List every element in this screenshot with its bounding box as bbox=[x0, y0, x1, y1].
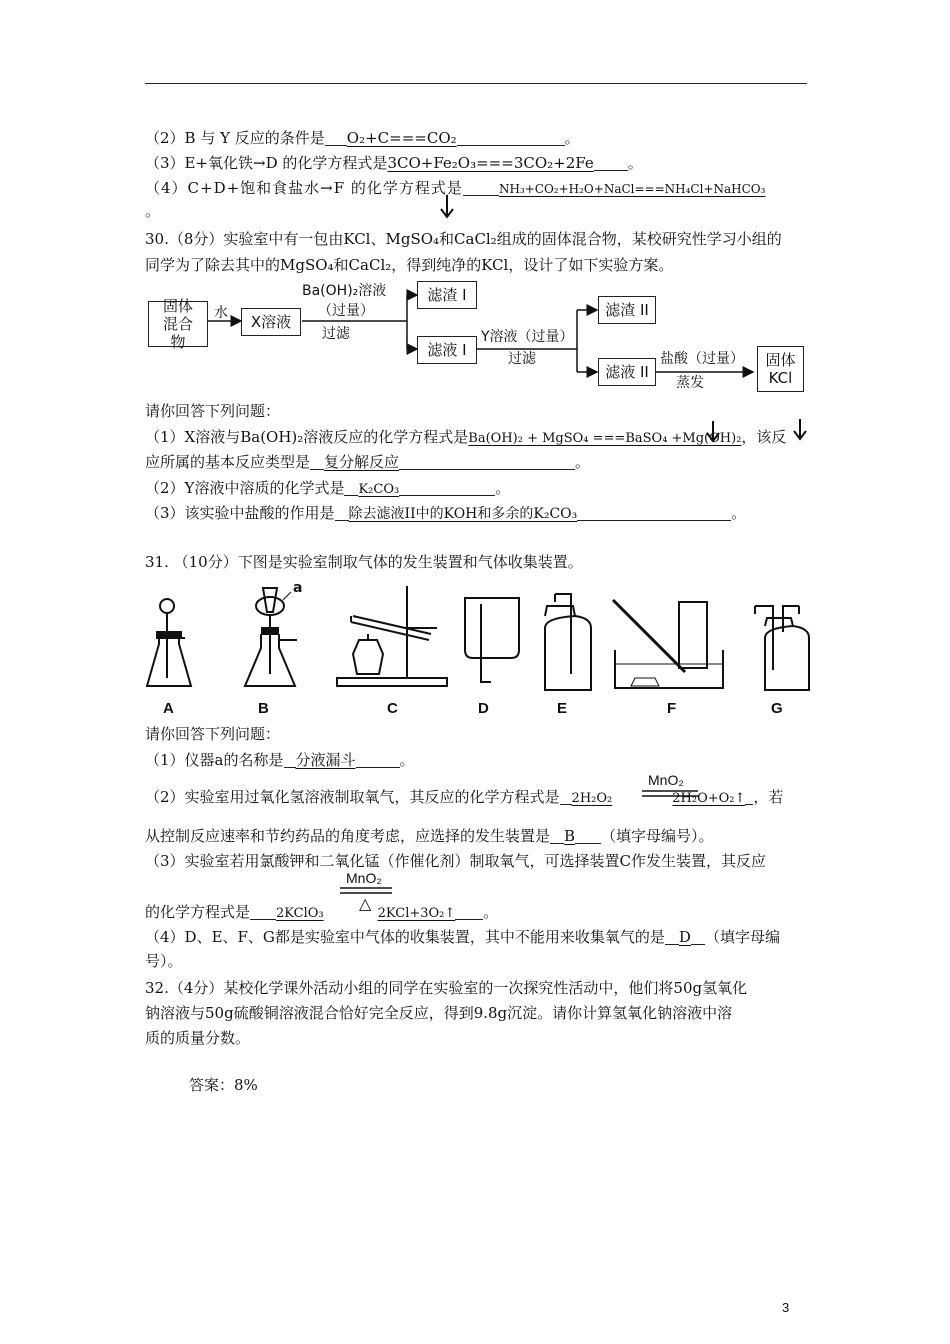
heat-symbol: △ bbox=[359, 896, 372, 913]
flow-connectors bbox=[145, 280, 810, 395]
q29-3-prompt: （3）E+氧化铁→D 的化学方程式是 bbox=[145, 154, 388, 172]
box-solid-kcl: 固体 KCl bbox=[757, 346, 804, 392]
q31-part4b: 号）。 bbox=[145, 952, 183, 970]
q30-1-answer: Ba(OH)₂ + MgSO₄ ===BaSO₄ +Mg(OH)₂ bbox=[468, 431, 742, 446]
catalyst-label: MnO₂ bbox=[648, 772, 684, 788]
q30-part1: （1）X溶液与Ba(OH)₂溶液反应的化学方程式是Ba(OH)₂ + MgSO₄ ===BaSO₄ +Mg(OH)₂，该反 bbox=[145, 428, 787, 446]
apparatus-a-icon bbox=[147, 599, 191, 686]
q29-2-answer: O₂+C===CO₂ bbox=[346, 129, 457, 147]
q29-part2: （2）B 与 Y 反应的条件是 O₂+C===CO₂ 。 bbox=[145, 129, 580, 147]
label-baoh2: Ba(OH)₂溶液 bbox=[302, 283, 387, 299]
label-apparatus-b: B bbox=[258, 700, 269, 717]
q30-intro-2: 同学为了除去其中的MgSO₄和CaCl₂，得到纯净的KCl，设计了如下实验方案。 bbox=[145, 256, 674, 274]
q30-part1b: 应所属的基本反应类型是 复分解反应 。 bbox=[145, 453, 591, 471]
apparatus-e-icon bbox=[545, 594, 591, 690]
q31-ask: 请你回答下列问题： bbox=[145, 725, 281, 743]
header-rule bbox=[145, 83, 807, 84]
apparatus-figure bbox=[145, 578, 810, 698]
down-arrow-mark bbox=[440, 194, 454, 220]
label-apparatus-e: E bbox=[557, 700, 568, 717]
q30-intro-1: 30.（8分）实验室中有一包由KCl、MgSO₄和CaCl₂组成的固体混合物，某校研究性学习小组的 bbox=[145, 230, 782, 248]
q31-2-reactant: 2H₂O₂ bbox=[571, 791, 613, 806]
q31-3-product: 2KCl+3O₂↑ bbox=[377, 906, 456, 921]
box-filtrate-1: 滤液 I bbox=[417, 336, 477, 364]
q31-part4: （4）D、E、F、G都是实验室中气体的收集装置，其中不能用来收集氧气的是 D （填字母编 bbox=[145, 928, 780, 946]
label-y-solution: Y溶液（过量） bbox=[481, 329, 574, 345]
q30-1b-answer: 复分解反应 bbox=[324, 453, 400, 471]
box-filtrate-2: 滤液 II bbox=[598, 358, 656, 386]
q31-part2b: 从控制反应速率和节约药品的角度考虑，应选择的发生装置是 B （填字母编号）。 bbox=[145, 827, 714, 845]
q30-part2: （2）Y溶液中溶质的化学式是 K₂CO₃ 。 bbox=[145, 479, 511, 497]
label-excess-1: （过量） bbox=[318, 303, 374, 319]
q30-ask: 请你回答下列问题： bbox=[145, 402, 281, 420]
q31-part2: （2）实验室用过氧化氢溶液制取氧气，其反应的化学方程式是 2H₂O₂ 2H₂O+O₂↑ ，若 bbox=[145, 788, 784, 806]
label-water: 水 bbox=[214, 305, 228, 321]
box-solid-mixture: 固体混合物 bbox=[148, 301, 208, 347]
label-apparatus-c: C bbox=[387, 700, 398, 717]
box-residue-2: 滤渣 II bbox=[598, 296, 656, 324]
label-instrument-a: a bbox=[293, 580, 303, 596]
q32-line-2: 钠溶液与50g硫酸铜溶液混合恰好完全反应，得到9.8g沉淀。请你计算氢氧化钠溶液中溶 bbox=[145, 1004, 733, 1022]
q31-part1: （1）仪器a的名称是 分液漏斗 。 bbox=[145, 751, 415, 769]
q31-1-answer: 分液漏斗 bbox=[295, 751, 356, 769]
q31-part3b: 的化学方程式是 2KClO₃ 2KCl+3O₂↑ 。 bbox=[145, 903, 499, 921]
box-residue-1: 滤渣 I bbox=[417, 281, 477, 309]
q30-part3: （3）该实验中盐酸的作用是 除去滤液II中的KOH和多余的K₂CO₃ 。 bbox=[145, 504, 747, 522]
q29-2-prompt: （2）B 与 Y 反应的条件是 bbox=[145, 129, 325, 147]
q29-part4 bbox=[145, 177, 765, 199]
label-filter-1: 过滤 bbox=[322, 326, 350, 342]
page-number: 3 bbox=[782, 1300, 790, 1315]
label-evaporate: 蒸发 bbox=[676, 375, 704, 391]
q29-part4-end: 。 bbox=[145, 202, 161, 220]
q31-intro: 31. （10分）下图是实验室制取气体的发生装置和气体收集装置。 bbox=[145, 553, 583, 571]
apparatus-b-icon bbox=[245, 588, 297, 686]
q32-line-3: 质的质量分数。 bbox=[145, 1029, 251, 1047]
apparatus-c-icon bbox=[337, 586, 447, 686]
label-apparatus-f: F bbox=[667, 700, 677, 717]
q32-line-1: 32.（4分）某校化学课外活动小组的同学在实验室的一次探究性活动中，他们将50g氢氧化 bbox=[145, 979, 748, 997]
q29-4-prompt: （4）C+D+饱和食盐水→F 的化学方程式是 bbox=[145, 179, 463, 197]
down-arrow-mark bbox=[793, 418, 807, 442]
q31-4-answer: D bbox=[678, 928, 691, 946]
q31-2-product: 2H₂O+O₂↑ bbox=[672, 791, 746, 806]
q30-2-answer: K₂CO₃ bbox=[358, 482, 400, 497]
label-filter-2: 过滤 bbox=[508, 351, 536, 367]
catalyst-label: MnO₂ bbox=[346, 870, 382, 886]
q31-2b-answer: B bbox=[564, 827, 576, 845]
down-arrow-mark bbox=[706, 420, 720, 444]
q31-3-reactant: 2KClO₃ bbox=[276, 906, 324, 921]
q31-part3: （3）实验室若用氯酸钾和二氧化锰（作催化剂）制取氧气，可选择装置C作发生装置，其反应 bbox=[145, 852, 767, 870]
label-apparatus-g: G bbox=[771, 700, 783, 717]
q29-3-answer: 3CO+Fe₂O₃===3CO₂+2Fe bbox=[387, 154, 594, 172]
q29-4-answer: NH₃+CO₂+H₂O+NaCl===NH₄Cl+NaHCO₃ bbox=[498, 182, 766, 196]
label-apparatus-d: D bbox=[478, 700, 489, 717]
apparatus-f-icon bbox=[613, 600, 723, 688]
label-apparatus-a: A bbox=[163, 700, 174, 717]
q30-3-answer: 除去滤液II中的KOH和多余的K₂CO₃ bbox=[348, 506, 578, 522]
q32-answer: 答案：8% bbox=[189, 1076, 258, 1094]
apparatus-d-icon bbox=[465, 598, 519, 682]
q29-part3: （3）E+氧化铁→D 的化学方程式是3CO+Fe₂O₃===3CO₂+2Fe 。 bbox=[145, 154, 643, 172]
apparatus-g-icon bbox=[755, 606, 809, 690]
label-hcl: 盐酸（过量） bbox=[660, 351, 744, 367]
box-x-solution: X溶液 bbox=[241, 308, 301, 336]
